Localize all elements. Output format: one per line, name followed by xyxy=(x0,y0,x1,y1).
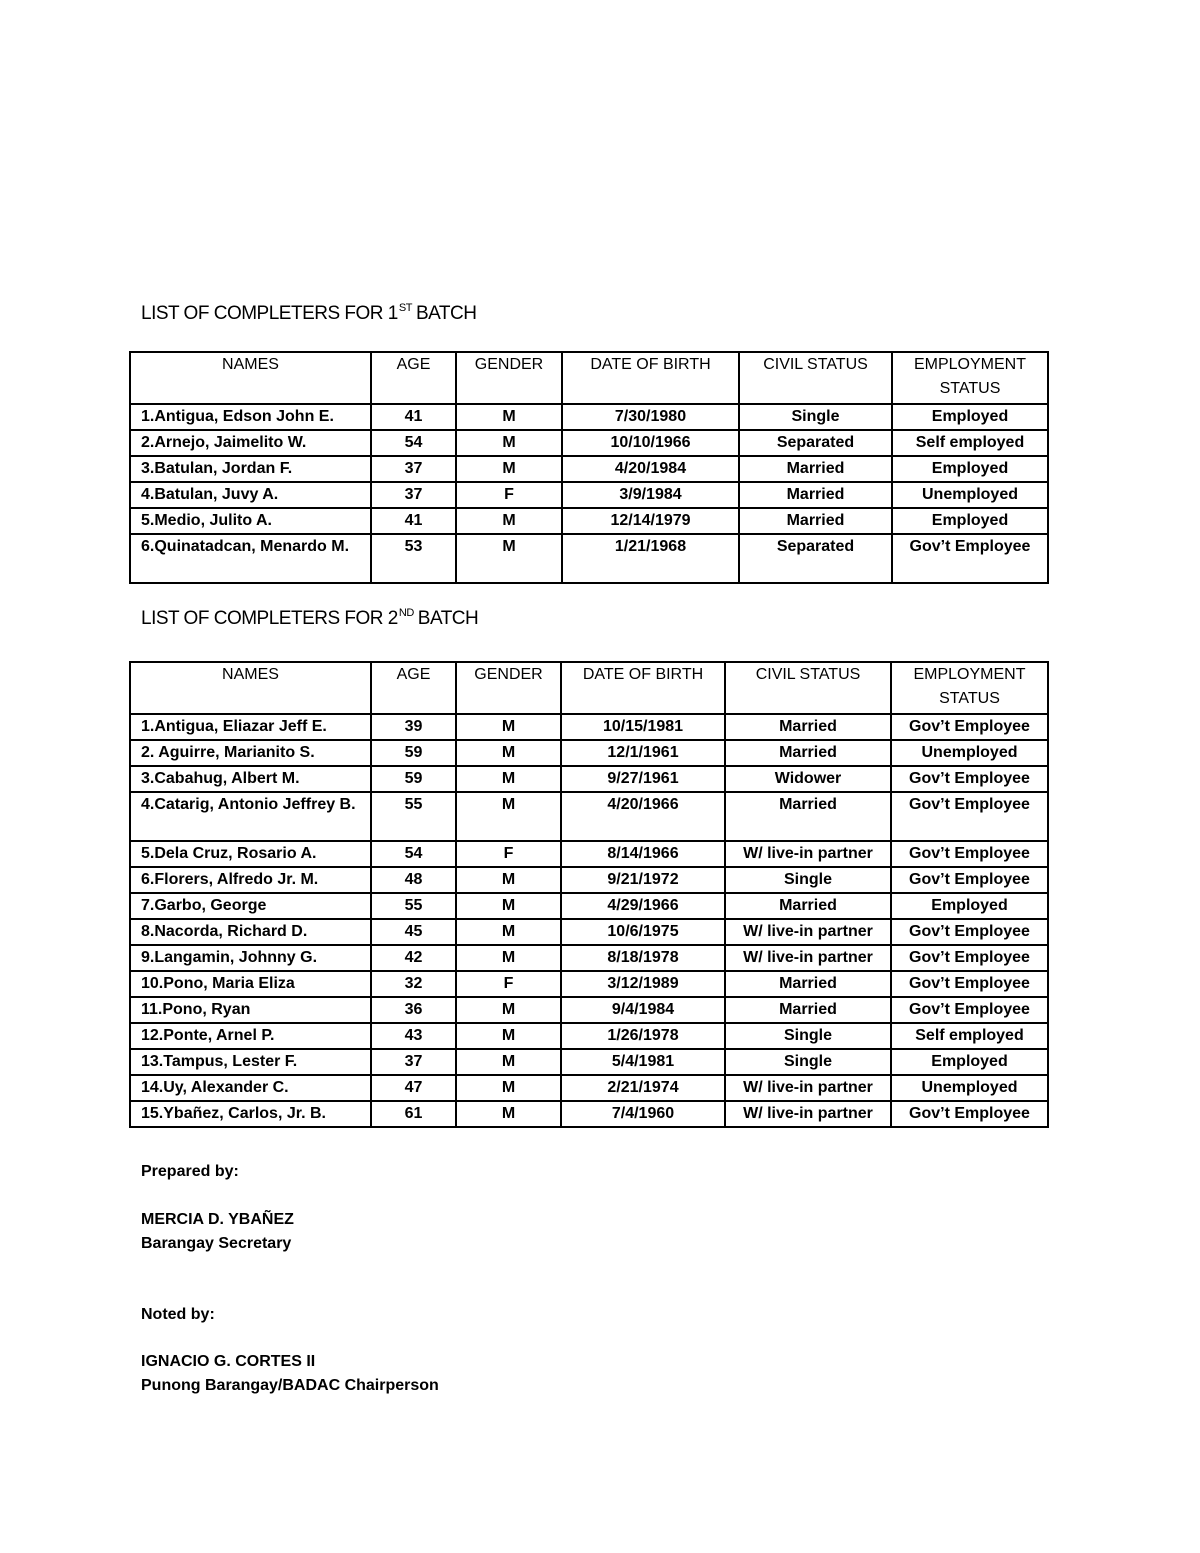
cell-employment-status: Gov’t Employee xyxy=(891,841,1048,867)
header-employment-status: EMPLOYMENT STATUS xyxy=(892,352,1048,404)
cell-name: 8.Nacorda, Richard D. xyxy=(130,919,371,945)
cell-name: 5.Medio, Julito A. xyxy=(130,508,371,534)
cell-civil-status: Married xyxy=(725,714,891,740)
cell-dob: 8/14/1966 xyxy=(561,841,725,867)
cell-dob: 9/27/1961 xyxy=(561,766,725,792)
batch2-title-prefix: LIST OF COMPLETERS FOR 2 xyxy=(141,608,398,629)
noted-by-name: IGNACIO G. CORTES II xyxy=(141,1353,316,1370)
cell-employment-status: Gov’t Employee xyxy=(892,534,1048,583)
cell-name: 5.Dela Cruz, Rosario A. xyxy=(130,841,371,867)
cell-name: 6.Florers, Alfredo Jr. M. xyxy=(130,867,371,893)
cell-name: 3.Cabahug, Albert M. xyxy=(130,766,371,792)
cell-age: 41 xyxy=(371,508,456,534)
cell-gender: M xyxy=(456,792,561,841)
cell-name: 13.Tampus, Lester F. xyxy=(130,1049,371,1075)
header-dob: DATE OF BIRTH xyxy=(562,352,739,404)
cell-dob: 12/14/1979 xyxy=(562,508,739,534)
cell-civil-status: Married xyxy=(725,792,891,841)
cell-dob: 5/4/1981 xyxy=(561,1049,725,1075)
cell-age: 43 xyxy=(371,1023,456,1049)
cell-age: 37 xyxy=(371,1049,456,1075)
header-age: AGE xyxy=(371,662,456,714)
cell-civil-status: Separated xyxy=(739,430,892,456)
batch2-title-suffix: BATCH xyxy=(417,608,479,629)
cell-name: 15.Ybañez, Carlos, Jr. B. xyxy=(130,1101,371,1127)
header-names: NAMES xyxy=(130,352,371,404)
table-row xyxy=(130,867,1048,893)
cell-gender: F xyxy=(456,971,561,997)
cell-civil-status: Married xyxy=(739,508,892,534)
cell-age: 37 xyxy=(371,456,456,482)
cell-dob: 7/30/1980 xyxy=(562,404,739,430)
cell-gender: M xyxy=(456,1075,561,1101)
cell-age: 36 xyxy=(371,997,456,1023)
cell-name: 4.Batulan, Juvy A. xyxy=(130,482,371,508)
table-row xyxy=(130,456,1048,482)
batch2-table xyxy=(129,661,1049,1128)
cell-gender: M xyxy=(456,1049,561,1075)
cell-dob: 4/29/1966 xyxy=(561,893,725,919)
cell-dob: 2/21/1974 xyxy=(561,1075,725,1101)
cell-age: 54 xyxy=(371,430,456,456)
cell-employment-status: Unemployed xyxy=(892,482,1048,508)
cell-dob: 4/20/1966 xyxy=(561,792,725,841)
cell-dob: 10/6/1975 xyxy=(561,919,725,945)
header-dob: DATE OF BIRTH xyxy=(561,662,725,714)
batch1-title xyxy=(141,302,476,325)
cell-civil-status: Widower xyxy=(725,766,891,792)
header-civil-status: CIVIL STATUS xyxy=(725,662,891,714)
cell-civil-status: W/ live-in partner xyxy=(725,945,891,971)
noted-by-title: Punong Barangay/BADAC Chairperson xyxy=(141,1377,439,1394)
batch1-title-sup: ST xyxy=(398,302,412,314)
cell-name: 11.Pono, Ryan xyxy=(130,997,371,1023)
cell-civil-status: Single xyxy=(725,1023,891,1049)
cell-employment-status: Unemployed xyxy=(891,740,1048,766)
cell-name: 6.Quinatadcan, Menardo M. xyxy=(130,534,371,583)
batch2-title xyxy=(141,607,478,630)
header-age: AGE xyxy=(371,352,456,404)
table-row xyxy=(130,893,1048,919)
header-gender: GENDER xyxy=(456,352,562,404)
table-row xyxy=(130,1075,1048,1101)
noted-by-label: Noted by: xyxy=(141,1306,215,1323)
table-row xyxy=(130,1049,1048,1075)
table-row xyxy=(130,919,1048,945)
prepared-by-name: MERCIA D. YBAÑEZ xyxy=(141,1211,294,1228)
cell-employment-status: Unemployed xyxy=(891,1075,1048,1101)
table-row xyxy=(130,997,1048,1023)
cell-gender: M xyxy=(456,714,561,740)
cell-civil-status: Married xyxy=(739,482,892,508)
table-row xyxy=(130,740,1048,766)
cell-age: 47 xyxy=(371,1075,456,1101)
cell-civil-status: Single xyxy=(739,404,892,430)
cell-age: 39 xyxy=(371,714,456,740)
table-row xyxy=(130,534,1048,583)
cell-dob: 9/21/1972 xyxy=(561,867,725,893)
cell-dob: 8/18/1978 xyxy=(561,945,725,971)
header-gender: GENDER xyxy=(456,662,561,714)
cell-dob: 9/4/1984 xyxy=(561,997,725,1023)
cell-employment-status: Gov’t Employee xyxy=(891,971,1048,997)
cell-name: 14.Uy, Alexander C. xyxy=(130,1075,371,1101)
cell-employment-status: Employed xyxy=(891,1049,1048,1075)
cell-dob: 4/20/1984 xyxy=(562,456,739,482)
cell-age: 61 xyxy=(371,1101,456,1127)
cell-name: 2. Aguirre, Marianito S. xyxy=(130,740,371,766)
cell-name: 3.Batulan, Jordan F. xyxy=(130,456,371,482)
batch1-title-suffix: BATCH xyxy=(415,303,477,324)
cell-civil-status: W/ live-in partner xyxy=(725,919,891,945)
cell-gender: M xyxy=(456,893,561,919)
cell-civil-status: Married xyxy=(725,740,891,766)
cell-employment-status: Employed xyxy=(892,404,1048,430)
cell-dob: 1/21/1968 xyxy=(562,534,739,583)
cell-gender: F xyxy=(456,482,562,508)
cell-age: 55 xyxy=(371,893,456,919)
cell-gender: M xyxy=(456,997,561,1023)
table-row xyxy=(130,482,1048,508)
cell-gender: M xyxy=(456,766,561,792)
cell-gender: M xyxy=(456,430,562,456)
table-row xyxy=(130,1101,1048,1127)
header-names: NAMES xyxy=(130,662,371,714)
cell-age: 45 xyxy=(371,919,456,945)
cell-age: 59 xyxy=(371,740,456,766)
cell-name: 2.Arnejo, Jaimelito W. xyxy=(130,430,371,456)
cell-employment-status: Self employed xyxy=(892,430,1048,456)
batch1-title-prefix: LIST OF COMPLETERS FOR 1 xyxy=(141,303,398,324)
cell-civil-status: W/ live-in partner xyxy=(725,1101,891,1127)
cell-gender: M xyxy=(456,919,561,945)
cell-age: 54 xyxy=(371,841,456,867)
cell-employment-status: Gov’t Employee xyxy=(891,867,1048,893)
cell-age: 55 xyxy=(371,792,456,841)
cell-dob: 3/9/1984 xyxy=(562,482,739,508)
cell-name: 4.Catarig, Antonio Jeffrey B. xyxy=(130,792,371,841)
cell-employment-status: Employed xyxy=(892,456,1048,482)
table-row xyxy=(130,792,1048,841)
cell-employment-status: Gov’t Employee xyxy=(891,1101,1048,1127)
cell-employment-status: Gov’t Employee xyxy=(891,945,1048,971)
cell-employment-status: Gov’t Employee xyxy=(891,792,1048,841)
cell-employment-status: Employed xyxy=(892,508,1048,534)
cell-employment-status: Gov’t Employee xyxy=(891,766,1048,792)
cell-gender: M xyxy=(456,1023,561,1049)
header-civil-status: CIVIL STATUS xyxy=(739,352,892,404)
cell-civil-status: Married xyxy=(725,971,891,997)
prepared-by-label: Prepared by: xyxy=(141,1163,239,1180)
cell-civil-status: Separated xyxy=(739,534,892,583)
cell-gender: F xyxy=(456,841,561,867)
cell-dob: 12/1/1961 xyxy=(561,740,725,766)
cell-gender: M xyxy=(456,404,562,430)
cell-dob: 10/10/1966 xyxy=(562,430,739,456)
batch1-table xyxy=(129,351,1049,584)
prepared-by-title: Barangay Secretary xyxy=(141,1235,292,1252)
cell-civil-status: Married xyxy=(725,893,891,919)
cell-civil-status: Married xyxy=(725,997,891,1023)
cell-name: 1.Antigua, Edson John E. xyxy=(130,404,371,430)
table-row xyxy=(130,945,1048,971)
cell-gender: M xyxy=(456,1101,561,1127)
cell-name: 1.Antigua, Eliazar Jeff E. xyxy=(130,714,371,740)
cell-civil-status: W/ live-in partner xyxy=(725,1075,891,1101)
table-row xyxy=(130,404,1048,430)
batch2-header-row xyxy=(130,662,1048,714)
cell-name: 10.Pono, Maria Eliza xyxy=(130,971,371,997)
cell-dob: 10/15/1981 xyxy=(561,714,725,740)
cell-civil-status: W/ live-in partner xyxy=(725,841,891,867)
cell-name: 12.Ponte, Arnel P. xyxy=(130,1023,371,1049)
cell-gender: M xyxy=(456,534,562,583)
cell-age: 42 xyxy=(371,945,456,971)
cell-name: 9.Langamin, Johnny G. xyxy=(130,945,371,971)
table-row xyxy=(130,430,1048,456)
table-row xyxy=(130,841,1048,867)
cell-dob: 7/4/1960 xyxy=(561,1101,725,1127)
cell-gender: M xyxy=(456,456,562,482)
cell-age: 32 xyxy=(371,971,456,997)
cell-dob: 3/12/1989 xyxy=(561,971,725,997)
cell-age: 48 xyxy=(371,867,456,893)
table-row xyxy=(130,508,1048,534)
cell-civil-status: Married xyxy=(739,456,892,482)
cell-employment-status: Employed xyxy=(891,893,1048,919)
batch2-title-sup: ND xyxy=(398,607,414,619)
table-row xyxy=(130,971,1048,997)
cell-employment-status: Self employed xyxy=(891,1023,1048,1049)
header-employment-status: EMPLOYMENT STATUS xyxy=(891,662,1048,714)
cell-age: 53 xyxy=(371,534,456,583)
table-row xyxy=(130,1023,1048,1049)
cell-age: 41 xyxy=(371,404,456,430)
cell-civil-status: Single xyxy=(725,1049,891,1075)
cell-name: 7.Garbo, George xyxy=(130,893,371,919)
cell-gender: M xyxy=(456,740,561,766)
cell-employment-status: Gov’t Employee xyxy=(891,714,1048,740)
batch1-header-row xyxy=(130,352,1048,404)
cell-gender: M xyxy=(456,945,561,971)
cell-employment-status: Gov’t Employee xyxy=(891,997,1048,1023)
cell-age: 59 xyxy=(371,766,456,792)
table-row xyxy=(130,766,1048,792)
table-row xyxy=(130,714,1048,740)
cell-employment-status: Gov’t Employee xyxy=(891,919,1048,945)
cell-civil-status: Single xyxy=(725,867,891,893)
cell-gender: M xyxy=(456,508,562,534)
cell-age: 37 xyxy=(371,482,456,508)
cell-gender: M xyxy=(456,867,561,893)
cell-dob: 1/26/1978 xyxy=(561,1023,725,1049)
